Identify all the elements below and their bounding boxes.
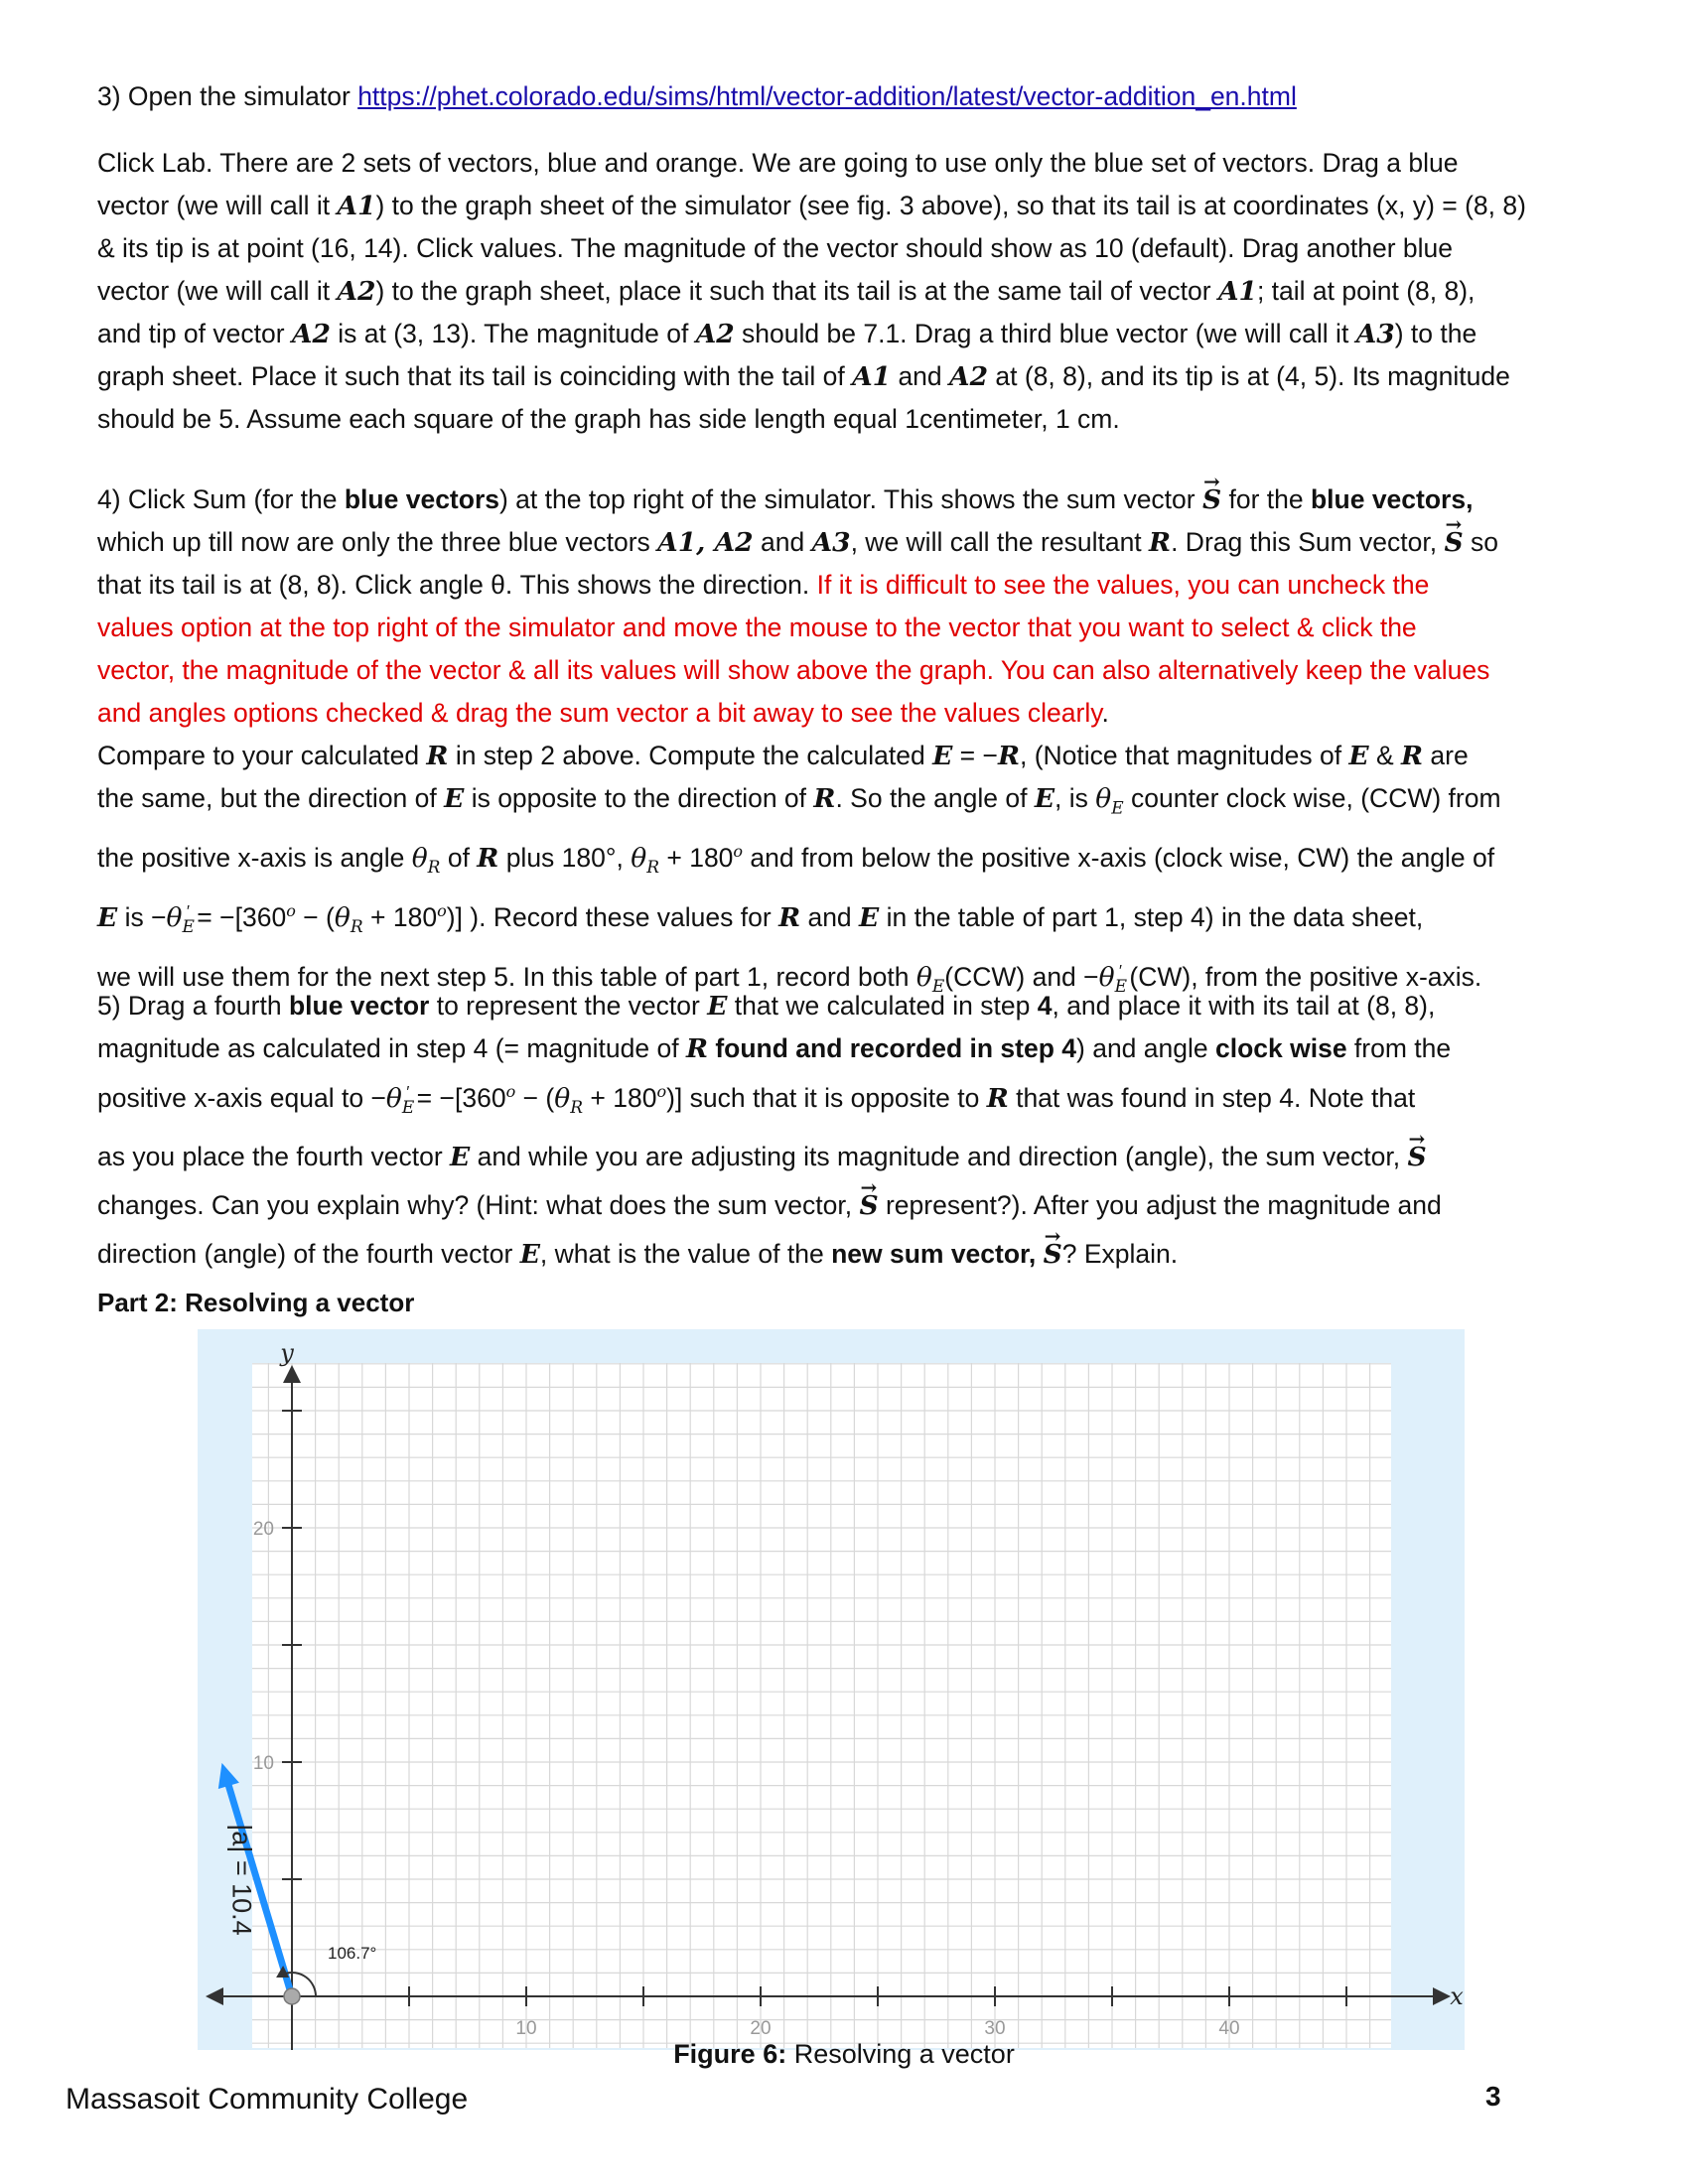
resolving-vector-figure — [198, 1329, 1465, 2050]
footer-college: Massasoit Community College — [66, 2083, 469, 2116]
graph-paper — [252, 1363, 1391, 2048]
vector-arrowhead — [218, 1763, 239, 1789]
x-axis-left-arrow — [206, 1987, 223, 2005]
y-tick-label: 10 — [252, 1753, 274, 1774]
simulator-link[interactable]: https://phet.colorado.edu/sims/html/vector-addition/latest/vector-addition_en.html — [357, 81, 1297, 111]
sum-vector-symbol: → S — [1202, 478, 1221, 521]
x-axis-right-arrow — [1433, 1987, 1451, 2005]
vector-magnitude-label: |a| = 10.4 — [226, 1824, 257, 1936]
x-tick-label: 40 — [1218, 2018, 1240, 2039]
page-number: 3 — [1485, 2081, 1501, 2112]
x-tick-label: 10 — [515, 2018, 537, 2039]
step-4-paragraph: 4) Click Sum (for the blue vectors) at the top right of the simulator. This shows the sum vector → S for the blue vectors, which up till now are only the three blue vectors A1, A2 and A3, we will call the resultant R. Drag this Sum vector, → S so that its tail is at (8, 8). Click angle θ. This shows the direction. If it is difficult to see the values, you can uncheck the values option at the top right of the simulator and move the mouse to the vector that you want to select & click the vector, the magnitude of the vector & all its values will show above the graph. You can also alternatively keep the values and angles options checked & drag the sum vector a bit away to see the values clearly. Compare to your calculated R in step 2 above. Compute the calculated E = −R, (Notice that magnitudes of E & R are the same, but the direction of E is opposite to the direction of R. So the angle of E, is $\theta_E$ counter clock wise, (CCW) from the positive x-axis is angle $\theta_R$ of R plus 180°, $\theta_R + 180^o$ and from below the positive x-axis (clock wise, CW) the angle of E is $-\theta_E' = -[360^o - (\theta_R + 180^o)]$ ). Record these values for R and E in the table of part 1, step 4) in the data sheet, we will use them for the next step 5. In this table of part 1, record both $\theta_E(CCW)$ and $-\theta_E'$ (CW), from the positive x-axis. — [97, 478, 1607, 1009]
vector-tail — [284, 1988, 300, 2004]
step-5-paragraph: 5) Drag a fourth blue vector to represent the vector E that we calculated in step 4, and place it with its tail at (8, 8), magnitude as calculated in step 4 (= magnitude of R found and recorded in step 4) and angle clock wise from the positive x-axis equal to $-\theta_E' = -[360^o - (\theta_R + 180^o)]$ such that it is opposite to R that was found in step 4. Note that as you place the fourth vector E and while you are adjusting its magnitude and direction (angle), the sum vector, → S changes. Can you explain why? (Hint: what does the sum vector, → S represent?). After you adjust the magnitude and direction (angle) of the fourth vector E, what is the value of the new sum vector, → S? Explain. — [97, 985, 1607, 1276]
y-axis-label: y — [280, 1339, 294, 1367]
part-2-title: Part 2: Resolving a vector — [97, 1288, 415, 1317]
x-tick-label: 30 — [984, 2018, 1006, 2039]
angle-label: 106.7° — [328, 1944, 377, 1963]
x-tick-label: 20 — [750, 2018, 772, 2039]
x-axis-label: x — [1450, 1982, 1464, 2010]
step-3-paragraph: 3) Open the simulator https://phet.colorado.edu/sims/html/vector-addition/latest/vector-addition_en.html Click Lab. There are 2 sets of vectors, blue and orange. We are going to use only the blue set of vectors. Drag a blue vector (we will call it A1) to the graph sheet of the simulator (see fig. 3 above), so that its tail is at coordinates (x, y) = (8, 8) & its tip is at point (16, 14). Click values. The magnitude of the vector should show as 10 (default). Drag another blue vector (we will call it A2) to the graph sheet, place it such that its tail is at the same tail of vector A1; tail at point (8, 8), and tip of vector A2 is at (3, 13). The magnitude of A2 should be 7.1. Drag a third blue vector (we will call it A3) to the graph sheet. Place it such that its tail is coinciding with the tail of A1 and A2 at (8, 8), and its tip is at (4, 5). Its magnitude should be 5. Assume each square of the graph has side length equal 1centimeter, 1 cm. — [97, 81, 1526, 434]
vector-graph — [198, 1329, 1465, 2050]
y-tick-label: 20 — [252, 1519, 274, 1540]
figure-caption: Figure 6: Resolving a vector — [673, 2039, 1015, 2069]
